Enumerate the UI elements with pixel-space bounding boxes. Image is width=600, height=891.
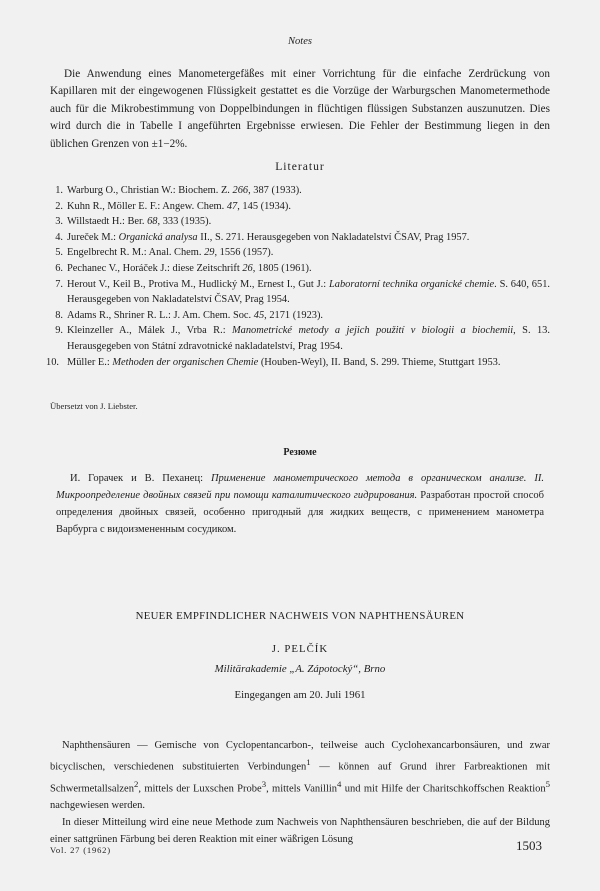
reference-item	[50, 230, 550, 246]
reference-text: Jureček M.:	[67, 231, 119, 243]
reference-text: Kuhn R., Möller E. F.: Angew. Chem.	[67, 200, 227, 212]
reference-number: 9.	[55, 325, 63, 337]
reference-italic-text: 45	[253, 309, 265, 321]
reference-text: Pechanec V., Horáček J.: diese Zeitschrift	[67, 262, 243, 274]
reference-italic-text: Organická analysa	[118, 231, 198, 243]
reference-text: Engelbrecht R. M.: Anal. Chem.	[67, 247, 205, 259]
reference-text: , 333 (1935).	[157, 216, 212, 228]
article-body	[50, 737, 550, 848]
resume-heading: Резюме	[283, 447, 317, 458]
reference-text: , 145 (1934).	[237, 200, 291, 212]
reference-text: , 387 (1933).	[248, 185, 302, 196]
reference-item	[50, 308, 550, 324]
reference-number: 2.	[55, 200, 63, 212]
reference-item	[50, 214, 550, 230]
reference-italic-text: 29	[204, 247, 215, 259]
literature-heading: Literatur	[275, 160, 325, 173]
resume-text: Разработан простой способ определения двойных связей, особенно пригодный для жидких веществ, с применением манометра Варбурга с видоизмененным сосудиком.	[56, 490, 544, 535]
article-affiliation: Militärakademie „A. Zápotocký“, Brno	[214, 663, 386, 675]
reference-italic-text: 47	[226, 200, 238, 212]
reference-text: II., S. 271. Herausgegeben von Nakladatelství ČSAV, Prag 1957.	[197, 231, 470, 243]
received-date: Eingegangen am 20. Juli 1961	[234, 689, 366, 701]
article-paragraph-2: In dieser Mitteilung wird eine neue Methode zum Nachweis von Naphthensäuren beschrieben, die auf der Bildung einer sattgrünen Färbung bei deren Reaktion mit einer wäßrigen Lösung	[50, 817, 550, 845]
reference-text: Herout V., Keil B., Protiva M., Hudlický M., Ernest I., Gut J.:	[67, 278, 329, 290]
reference-italic-text: 26	[242, 262, 253, 274]
reference-text: . S. 640, 651. Herausgegeben von Nakladatelství ČSAV, Prag 1954.	[67, 278, 550, 306]
intro-paragraph: Die Anwendung eines Manometergefäßes mit einer Vorrichtung für die einfache Zerdrückung von Kapillaren mit der eingewogenen Flüssigkeit gestattet es die Vorzüge der Warburgschen Manometermethode auch für die Mikrobestimmung von Doppelbindungen in flüchtigen flüssigen Substanzen auszunutzen. Dies wird durch die in Tabelle I angeführten Ergebnisse erwiesen. Die Fehler der Bestimmung liegen in den üblichen Grenzen von ±1−2%.	[50, 68, 550, 150]
article-paragraph-1: Naphthensäuren — Gemische von Cyclopentancarbon-, teilweise auch Cyclohexancarbonsäuren, und zwar bicyclischen, verschiedenen substituierten Verbindungen$^1$ — können auf Grund ihrer Farbreaktionen mit Schwermetallsalzen$^2$, mittels der Luxschen Probe$^3$, mittels Vanillin$^4$ und mit Hilfe der Charitschkoffschen Reaktion$^5$ nachgewiesen werden.	[50, 740, 550, 811]
reference-number: 7.	[55, 278, 63, 290]
reference-italic-text: 68	[147, 216, 158, 228]
reference-item	[50, 261, 550, 277]
reference-number: 3.	[55, 216, 63, 228]
reference-item	[50, 199, 550, 215]
reference-italic-text: Laboratorní technika organické chemie	[329, 278, 495, 290]
reference-number: 1.	[55, 185, 63, 196]
reference-text: (Houben-Weyl), II. Band, S. 299. Thieme, Stuttgart 1953.	[258, 356, 501, 368]
reference-item	[46, 355, 550, 371]
reference-number: 4.	[55, 231, 63, 243]
reference-text: , 1556 (1957).	[214, 247, 274, 259]
page-number: 1503	[516, 838, 542, 853]
reference-item	[50, 277, 550, 308]
reference-text: , 1805 (1961).	[252, 262, 312, 274]
reference-text: Müller E.:	[67, 356, 113, 368]
reference-text: Kleinzeller A., Málek J., Vrba R.:	[67, 325, 233, 337]
reference-item	[50, 183, 550, 199]
reference-text: Warburg O., Christian W.: Biochem. Z.	[67, 185, 233, 196]
reference-number: 6.	[55, 262, 63, 274]
volume-info: Vol. 27 (1962)	[50, 845, 111, 855]
running-header: Notes	[288, 36, 312, 47]
reference-number: 8.	[55, 309, 63, 321]
reference-text: , S. 13. Herausgegeben von Státní zdravotnické nakladatelství, Prag 1954.	[67, 325, 550, 352]
reference-text: Adams R., Shriner R. L.: J. Am. Chem. Soc.	[67, 309, 254, 321]
resume-title: Применение манометрического метода в органическом анализе. II. Микроопределение двойных связей при помощи каталитического гидрирования.	[56, 473, 545, 501]
reference-item	[50, 323, 550, 354]
reference-list	[46, 183, 550, 370]
article-title: NEUER EMPFINDLICHER NACHWEIS VON NAPHTHENSÄUREN	[135, 610, 465, 622]
reference-text: Willstaedt H.: Ber.	[67, 216, 148, 228]
translator-note: Übersetzt von J. Liebster.	[50, 401, 138, 411]
reference-italic-text: Methoden der organischen Chemie	[112, 356, 259, 368]
article-author: J. PELČÍK	[271, 643, 329, 655]
resume-authors: И. Горачек и В. Пеханец:	[70, 473, 211, 484]
reference-number: 10.	[46, 356, 59, 368]
reference-number: 5.	[55, 247, 63, 259]
reference-italic-text: Manometrické metody a jejich použití v biologii a biochemii	[232, 325, 514, 337]
reference-item	[50, 245, 550, 261]
reference-italic-text: 266	[232, 185, 249, 196]
reference-text: , 2171 (1923).	[264, 309, 324, 321]
resume-body	[56, 470, 544, 538]
